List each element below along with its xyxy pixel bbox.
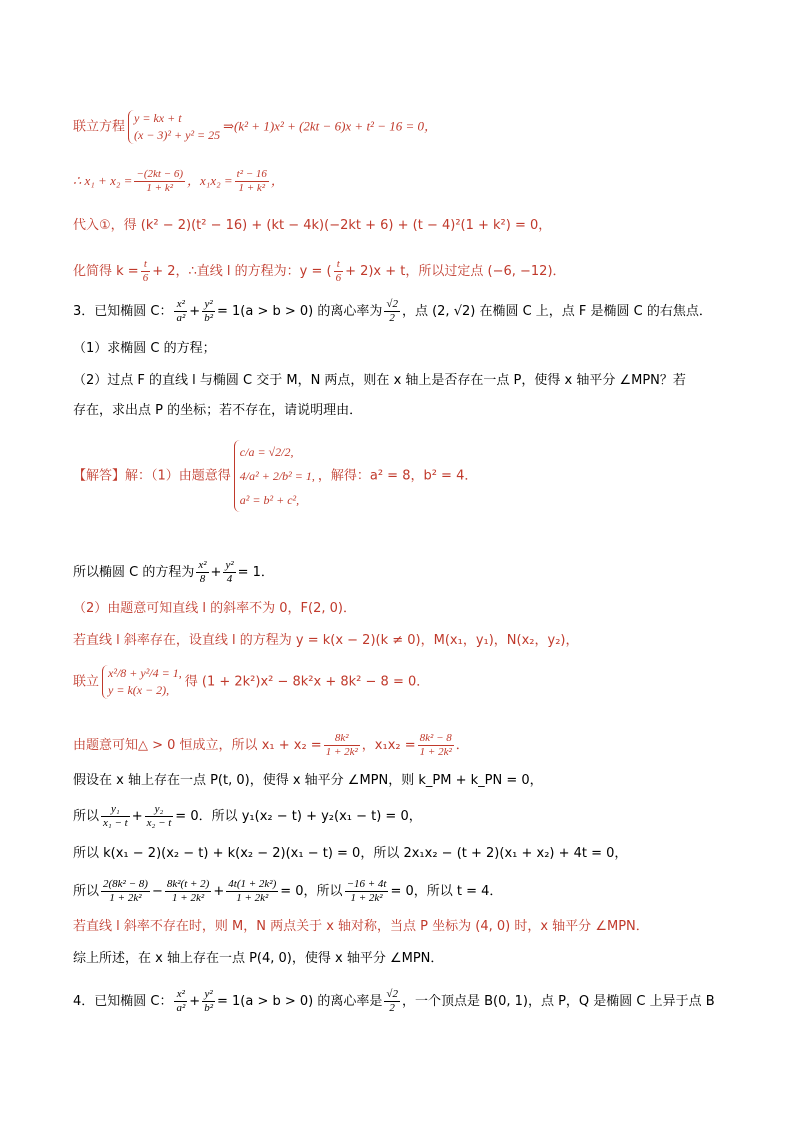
line-eq-label: + 2，∴直线 l 的方程为：y = ( (152, 264, 332, 279)
y2-fraction: $\frac{\text{y₂}}{\text{x₂ − t}}$ (146, 803, 172, 829)
q3-part1: （1）求椭圆 C 的方程； (73, 341, 216, 356)
frac-a: $\frac{\text{2(8k² − 8)}}{\text{1 + 2k²}}$ (103, 878, 148, 904)
sum-fraction: $\frac{-(2kt - 6)}{\text{1 + k²}}$ (136, 168, 184, 194)
q4-stem: 4．已知椭圆 C： $\frac{\text{x²}}{\text{a²}}$ + $\frac{\text{y²}}{\text{b²}}$ = 1(a > b > 0) 的离心率是 $\frac{√2}{2}$ ，一个顶点是 B(0, 1)，点 P，Q 是椭圆 C 上异于点 B (73, 988, 715, 1014)
x2-over-a2: $\frac{\text{x²}}{\text{a²}}$ (176, 298, 186, 324)
substitute-line: 代入①，得 (k² − 2)(t² − 16) + (kt − 4k)(−2kt + 6) + (t − 4)²(1 + k²) = 0， (73, 218, 552, 233)
answer-tag: 【解答】 (73, 468, 126, 484)
q4-sqrt2-over-2: $\frac{√2}{2}$ (386, 988, 398, 1014)
ellipse-equation-line: 所以椭圆 C 的方程为 $\frac{\text{x²}}{8}$ + $\frac{\text{y²}}{4}$ = 1． (73, 559, 274, 585)
y1-fraction: $\frac{\text{y₁}}{\text{x₁ − t}}$ (103, 803, 128, 829)
solution-part2-intro: （2）由题意可知直线 l 的斜率不为 0，F(2, 0)． (73, 601, 356, 616)
product-label: ，x₁x₂ = (187, 173, 233, 188)
equation-system: y = kx + t (x − 3)² + y² = 25 (128, 110, 220, 144)
sqrt2-over-2: $\frac{√2}{2}$ (386, 298, 398, 324)
fixed-point-text: + 2)x + t，所以过定点 (−6, −12)． (345, 264, 566, 279)
sum-label: ∴ x₁ + x₂ = (73, 173, 133, 188)
q3-part2-a: （2）过点 F 的直线 l 与椭圆 C 交于 M，N 两点，则在 x 轴上是否存在一点 P，使得 x 轴平分 ∠MPN？若 (73, 373, 686, 388)
solution-part1: 【解答】解：（1）由题意得 c/a = √2/2, 4/a² + 2/b² = 1, a² = b² + c², ，解得：a² = 8，b² = 4． (73, 440, 477, 512)
q4-y2-over-b2: $\frac{\text{y²}}{\text{b²}}$ (204, 988, 214, 1014)
text-join: 联立方程 (73, 119, 126, 135)
q3-part2-b: 存在，求出点 P 的坐标；若不存在，请说明理由． (73, 403, 363, 418)
sum-fraction-2: $\frac{\text{8k²}}{\text{1 + 2k²}}$ (325, 732, 358, 758)
t-over-6: $\frac{t}{6}$ (142, 258, 149, 284)
simplify-line (73, 258, 566, 285)
q4-x2-over-a2: $\frac{\text{x²}}{\text{a²}}$ (176, 988, 186, 1014)
vieta-line (73, 168, 284, 195)
join-system: x²/8 + y²/4 = 1, y = k(x − 2), (102, 665, 182, 699)
assume-line: 假设在 x 轴上存在一点 P(t, 0)，使得 x 轴平分 ∠MPN，则 k_PM + k_PN = 0， (73, 773, 543, 788)
y2-over-4: $\frac{\text{y²}}{4}$ (225, 559, 234, 585)
quadratic-equation: ⇒(k² + 1)x² + (2kt − 6)x + t² − 16 = 0， (223, 118, 437, 134)
t-over-6-b: $\frac{t}{6}$ (335, 258, 342, 284)
conclusion-line: 综上所述，在 x 轴上存在一点 P(4, 0)，使得 x 轴平分 ∠MPN． (73, 951, 444, 966)
frac-d: $\frac{-16 + 4t}{\text{1 + 2k²}}$ (346, 878, 387, 904)
eq-system-line (73, 110, 437, 144)
comma: ， (270, 173, 284, 188)
expand-line: 所以 k(x₁ − 2)(x₂ − t) + k(x₂ − 2)(x₁ − t) = 0，所以 2x₁x₂ − (t + 2)(x₁ + x₂) + 4t = 0， (73, 846, 628, 861)
slope-assumption: 若直线 l 斜率存在，设直线 l 的方程为 y = k(x − 2)(k ≠ 0)，M(x₁，y₁)，N(x₂，y₂)， (73, 633, 579, 648)
frac-b: $\frac{\text{8k²(t + 2)}}{\text{1 + 2k²}}$ (166, 878, 210, 904)
slope-sum-line: 所以 $\frac{\text{y₁}}{\text{x₁ − t}}$ + $\frac{\text{y₂}}{\text{x₂ − t}}$ = 0．所以 y₁(x₂ − t) + y₂(x₁ − t) = 0， (73, 803, 422, 829)
x2-over-8: $\frac{\text{x²}}{8}$ (198, 559, 207, 585)
q3-stem: 3．已知椭圆 C： $\frac{\text{x²}}{\text{a²}}$ + $\frac{\text{y²}}{\text{b²}}$ = 1(a > b > 0) 的离心率为 $\frac{√2}{2}$ ，点 (2, √2) 在椭圆 C 上，点 F 是椭圆 C 的右焦点． (73, 298, 712, 324)
y2-over-b2: $\frac{\text{y²}}{\text{b²}}$ (204, 298, 214, 324)
no-slope-line: 若直线 l 斜率不存在时，则 M，N 两点关于 x 轴对称，当点 P 坐标为 (4, 0) 时，x 轴平分 ∠MPN． (73, 919, 649, 934)
product-fraction: $\frac{\text{t² − 16}}{\text{1 + k²}}$ (236, 168, 267, 194)
solve-t-line: 所以 $\frac{\text{2(8k² − 8)}}{\text{1 + 2k²}}$ − $\frac{\text{8k²(t + 2)}}{\text{1 + 2k²}}$ + $\frac{\text{4t(1 + 2k²)}}{\text{1 + 2k²}}$ = 0，所以 $\frac{-16 + 4t}{\text{1 + 2k²}}$ = 0，所以 t = 4． (73, 878, 503, 904)
delta-line: 由题意可知△ > 0 恒成立，所以 x₁ + x₂ = $\frac{\text{8k²}}{\text{1 + 2k²}}$ ，x₁x₂ = $\frac{\text{8k² − 8}}{\text{1 + 2k²}}$ ． (73, 732, 469, 758)
condition-system: c/a = √2/2, 4/a² + 2/b² = 1, a² = b² + c², (234, 440, 315, 512)
join-line: 联立 x²/8 + y²/4 = 1, y = k(x − 2), 得 (1 + 2k²)x² − 8k²x + 8k² − 8 = 0． (73, 666, 430, 697)
k-label: 化简得 k = (73, 264, 139, 279)
frac-c: $\frac{\text{4t(1 + 2k²)}}{\text{1 + 2k²}}$ (228, 878, 277, 904)
product-fraction-2: $\frac{\text{8k² − 8}}{\text{1 + 2k²}}$ (419, 732, 452, 758)
